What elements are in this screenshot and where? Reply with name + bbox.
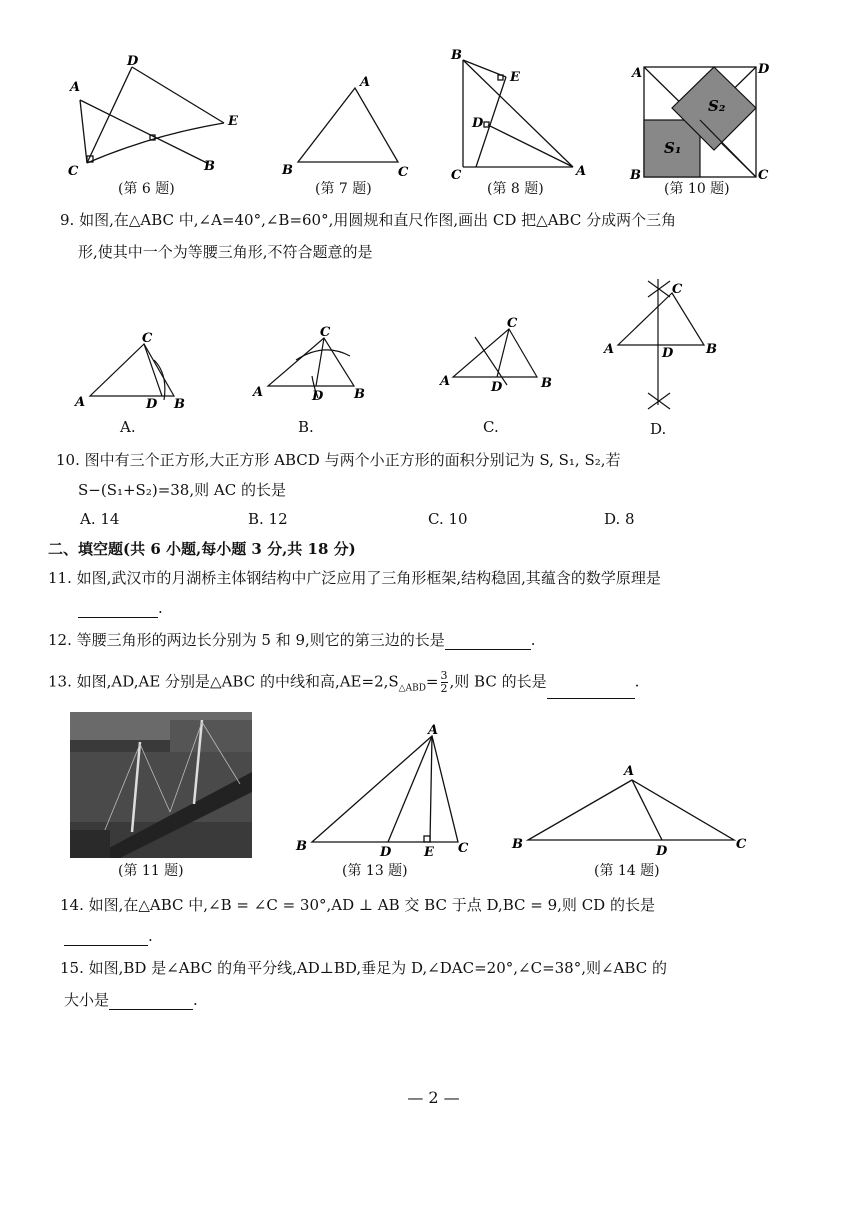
q10-line-2: S−(S₁+S₂)=38,则 AC 的长是 [78,481,286,499]
q10-option-a[interactable]: A. 14 [80,510,120,528]
fig13-label-A: A [428,723,439,738]
fig13-label-D: D [380,845,392,860]
q10-option-b[interactable]: B. 12 [248,510,288,528]
fig14-label-B: B [512,837,523,852]
figure-13-caption: (第 13 题) [342,863,408,879]
q13-answer-blank[interactable] [547,682,635,699]
q9-line-2: 形,使其中一个为等腰三角形,不符合题意的是 [78,243,373,261]
fig10-label-S1: S₁ [664,139,682,157]
q14-answer[interactable] [64,926,153,946]
fig14-label-A: A [624,764,635,779]
bridge-photo-image [70,712,252,858]
figure-7-drawing [280,70,420,180]
q9-option-b-figure [250,322,370,412]
fig8-label-C: C [451,168,462,183]
q13-sub: △ABD [398,683,426,694]
figure-14-caption: (第 14 题) [594,863,660,879]
fig13-label-C: C [458,841,469,856]
q13-end: . [634,672,640,691]
fig8-label-E: E [510,70,520,85]
q14-answer-blank[interactable] [64,929,148,946]
fig13-label-B: B [296,839,307,854]
q9-option-c-figure [437,315,557,395]
q13-den: 2 [440,682,448,695]
fig10-label-C: C [758,168,769,183]
q11-answer-blank[interactable] [78,601,158,618]
page-number: — 2 — [407,1088,460,1107]
fig10-label-D: D [758,62,770,77]
figure-6 [62,55,237,180]
figure-6-drawing [62,55,237,180]
q12-answer-blank[interactable] [445,633,531,650]
fig8-label-B: B [451,48,462,63]
q9d-label-A: A [604,342,615,357]
fig7-label-A: A [360,75,371,90]
fig8-label-A: A [576,164,587,179]
fig10-label-A: A [632,66,643,81]
q9c-label-A: A [440,374,451,389]
figure-8 [448,45,593,183]
q10-line-1: 10. 图中有三个正方形,大正方形 ABCD 与两个小正方形的面积分别记为 S, S₁, S₂,若 [56,451,621,469]
fig6-label-B: B [204,159,215,174]
q9d-label-D: D [662,346,674,361]
q9a-label-A: A [75,395,86,410]
q12-text: 12. 等腰三角形的两边长分别为 5 和 9,则它的第三边的长是 [48,631,445,649]
figure-14 [508,758,758,858]
q15-line-1: 15. 如图,BD 是∠ABC 的角平分线,AD⊥BD,垂足为 D,∠DAC=20°,∠C=38°,则∠ABC 的 [60,959,667,977]
q12-end: . [530,631,536,649]
q9c-label-B: B [541,376,552,391]
fig14-label-C: C [736,837,747,852]
q9-option-d-figure [600,275,720,415]
figure-10-caption: (第 10 题) [664,181,730,197]
q9-option-b-label[interactable]: B. [298,418,314,436]
fig8-label-D: D [472,116,484,131]
q13-num: 3 [440,669,448,682]
fig10-label-B: B [630,168,641,183]
fig6-label-D: D [127,54,139,69]
q9a-label-D: D [146,397,158,412]
q9-option-d-label[interactable]: D. [650,420,667,438]
fig6-label-C: C [68,164,79,179]
q11-end: . [158,599,163,617]
q9-option-c-label[interactable]: C. [483,418,499,436]
q13-fraction [441,670,448,695]
q13-pre: 13. 如图,AD,AE 分别是△ABC 的中线和高,AE=2,S [48,672,399,691]
q9-option-a-figure [72,330,192,410]
fig7-label-C: C [398,165,409,180]
q9a-label-C: C [142,331,153,346]
q9d-label-B: B [706,342,717,357]
fig6-label-E: E [228,114,238,129]
figure-7-caption: (第 7 题) [315,181,372,197]
q11-line-1: 11. 如图,武汉市的月湖桥主体钢结构中广泛应用了三角形框架,结构稳固,其蕴含的数学原理是 [48,569,661,587]
q15-answer-blank[interactable] [109,993,193,1010]
figure-7 [280,70,420,180]
q14-line-1: 14. 如图,在△ABC 中,∠B = ∠C = 30°,AD ⊥ AB 交 BC 于点 D,BC = 9,则 CD 的长是 [60,896,655,914]
q9d-label-C: C [672,282,683,297]
fig10-label-S2: S₂ [708,97,726,115]
q9b-label-A: A [253,385,264,400]
fig13-label-E: E [424,845,434,860]
q13-line [48,670,639,699]
q9a-label-B: B [174,397,185,412]
figure-11-photo [70,712,252,858]
q9b-label-B: B [354,387,365,402]
figure-13-drawing [290,722,480,862]
figure-6-caption: (第 6 题) [118,181,175,197]
q11-answer[interactable] [78,598,163,618]
q9-line-1: 9. 如图,在△ABC 中,∠A=40°,∠B=60°,用圆规和直尺作图,画出 CD 把△ABC 分成两个三角 [60,211,677,229]
q9c-label-C: C [507,316,518,331]
q10-option-d[interactable]: D. 8 [604,510,635,528]
fig6-label-A: A [70,80,81,95]
q9-option-a-label[interactable]: A. [120,418,136,436]
q9b-label-C: C [320,325,331,340]
fig14-label-D: D [656,844,668,859]
q9b-label-D: D [312,389,324,404]
q12-line [48,630,536,650]
figure-10-drawing [626,55,776,185]
figure-10 [626,55,776,185]
section-2-heading: 二、填空题(共 6 小题,每小题 3 分,共 18 分) [48,540,356,558]
figure-13 [290,722,480,862]
figure-14-drawing [508,758,758,858]
figure-8-caption: (第 8 题) [487,181,544,197]
q14-end: . [148,927,153,945]
q13-eq: = [425,672,439,691]
q15-line-2 [64,990,198,1010]
fig7-label-B: B [282,163,293,178]
q15-end: . [193,991,198,1009]
q9c-label-D: D [491,380,503,395]
q10-option-c[interactable]: C. 10 [428,510,468,528]
figure-11-caption: (第 11 题) [118,863,184,879]
figure-8-drawing [448,45,593,183]
q15-line-2-text: 大小是 [64,991,110,1009]
q13-post: ,则 BC 的长是 [449,672,547,691]
